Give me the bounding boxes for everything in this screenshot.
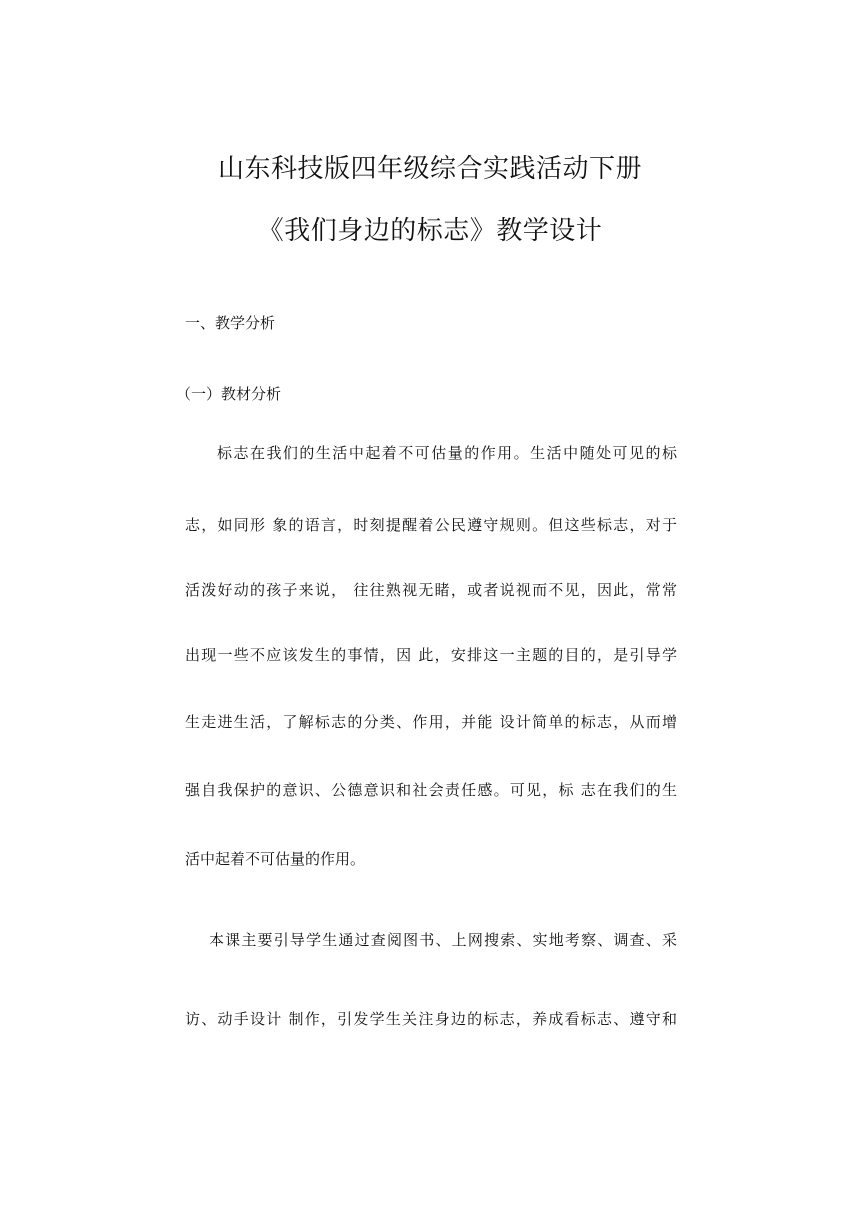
paragraph-line: 访、动手设计 制作，引发学生关注身边的标志，养成看标志、遵守和 — [185, 1010, 677, 1028]
paragraph-line: 标志在我们的生活中起着不可估量的作用。生活中随处可见的标 — [217, 444, 677, 462]
document-title-line-1: 山东科技版四年级综合实践活动下册 — [217, 154, 642, 184]
paragraph-line: 活中起着不可估量的作用。 — [185, 850, 366, 868]
subsection-heading-material-analysis: （一）教材分析 — [176, 385, 282, 403]
paragraph-line: 本课主要引导学生通过查阅图书、上网搜索、实地考察、调查、采 — [209, 931, 677, 949]
paragraph-line: 生走进生活，了解标志的分类、作用，并能 设计简单的标志，从而增 — [185, 713, 677, 731]
paragraph-line: 强自我保护的意识、公德意识和社会责任感。可见，标 志在我们的生 — [185, 781, 677, 799]
section-heading-teaching-analysis: 一、教学分析 — [185, 314, 276, 332]
paragraph-line: 志，如同形 象的语言，时刻提醒着公民遵守规则。但这些标志，对于 — [185, 516, 677, 534]
paragraph-line: 活泼好动的孩子来说， 往往熟视无睹，或者说视而不见，因此，常常 — [185, 581, 677, 599]
paragraph-line: 出现一些不应该发生的事情，因 此，安排这一主题的目的，是引导学 — [185, 646, 677, 664]
document-title-line-2: 《我们身边的标志》教学设计 — [257, 216, 603, 246]
